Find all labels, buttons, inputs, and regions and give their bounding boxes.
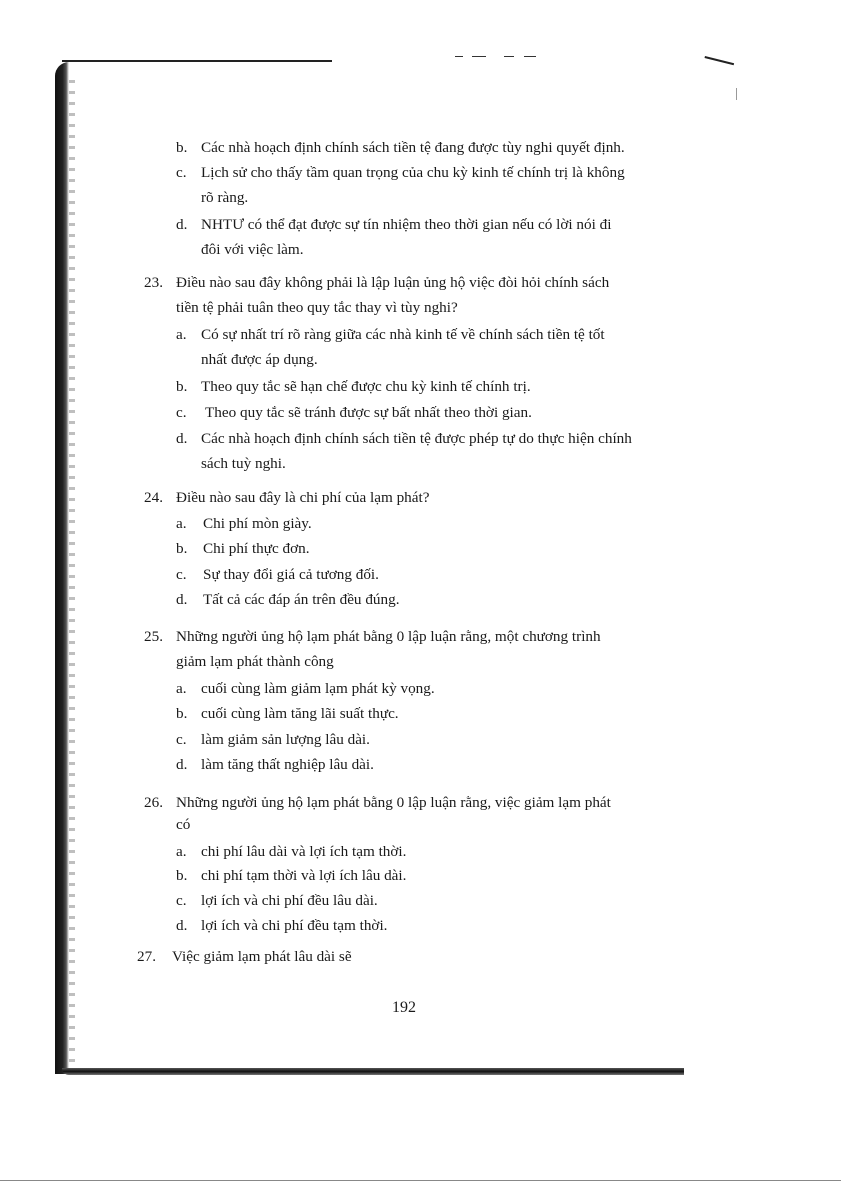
option-text: chi phí lâu dài và lợi ích tạm thời. — [201, 843, 407, 860]
question-text: Những người ủng hộ lạm phát bằng 0 lập luận rằng, một chương trình — [176, 628, 601, 645]
option-letter: c. — [176, 566, 187, 583]
option-letter: b. — [176, 378, 188, 395]
option-text: Lịch sử cho thấy tầm quan trọng của chu kỳ kinh tế chính trị là không — [201, 164, 625, 181]
option-letter: d. — [176, 756, 188, 773]
option-letter: a. — [176, 680, 187, 697]
option-letter: c. — [176, 731, 187, 748]
option-letter: b. — [176, 540, 188, 557]
option-letter: d. — [176, 430, 188, 447]
page-number: 192 — [392, 999, 416, 1016]
question-text: Điều nào sau đây không phải là lập luận ủng hộ việc đòi hỏi chính sách — [176, 274, 610, 291]
option-text: Có sự nhất trí rõ ràng giữa các nhà kinh tế về chính sách tiền tệ tốt — [201, 326, 605, 343]
question-number: 25. — [144, 628, 163, 645]
question-number: 27. — [137, 948, 156, 965]
option-text: chi phí tạm thời và lợi ích lâu dài. — [201, 867, 407, 884]
question-text: Điều nào sau đây là chi phí của lạm phát? — [176, 489, 430, 506]
option-text: Các nhà hoạch định chính sách tiền tệ được phép tự do thực hiện chính — [201, 430, 632, 447]
option-text: Chi phí thực đơn. — [203, 540, 310, 557]
option-text: lợi ích và chi phí đều lâu dài. — [201, 892, 378, 909]
question-text: tiền tệ phải tuân theo quy tắc thay vì tùy nghi? — [176, 299, 458, 316]
question-number: 23. — [144, 274, 163, 291]
option-text: lợi ích và chi phí đều tạm thời. — [201, 917, 388, 934]
option-letter: b. — [176, 705, 188, 722]
option-text: cuối cùng làm tăng lãi suất thực. — [201, 705, 399, 722]
option-text: làm tăng thất nghiệp lâu dài. — [201, 756, 374, 773]
option-letter: d. — [176, 216, 188, 233]
option-text: Sự thay đổi giá cả tương đối. — [203, 566, 379, 583]
question-number: 26. — [144, 794, 163, 811]
option-text: Chi phí mòn giày. — [203, 515, 312, 532]
option-text: nhất được áp dụng. — [201, 351, 318, 368]
option-text: Tất cả các đáp án trên đều đúng. — [203, 591, 400, 608]
question-text: có — [176, 816, 191, 833]
question-text: Việc giảm lạm phát lâu dài sẽ — [172, 948, 352, 965]
option-letter: c. — [176, 164, 187, 181]
option-text: cuối cùng làm giảm lạm phát kỳ vọng. — [201, 680, 435, 697]
option-text: NHTƯ có thể đạt được sự tín nhiệm theo thời gian nếu có lời nói đi — [201, 216, 612, 233]
option-letter: b. — [176, 139, 188, 156]
option-letter: d. — [176, 917, 188, 934]
option-text: rõ ràng. — [201, 189, 249, 206]
option-text: đôi với việc làm. — [201, 241, 304, 258]
question-text: giảm lạm phát thành công — [176, 653, 334, 670]
option-letter: b. — [176, 867, 188, 884]
option-text: Các nhà hoạch định chính sách tiền tệ đang được tùy nghi quyết định. — [201, 139, 625, 156]
question-text: Những người ủng hộ lạm phát bằng 0 lập luận rằng, việc giảm lạm phát — [176, 794, 611, 811]
option-letter: d. — [176, 591, 188, 608]
option-text: Theo quy tắc sẽ hạn chế được chu kỳ kinh tế chính trị. — [201, 378, 531, 395]
option-letter: a. — [176, 843, 187, 860]
option-text: làm giảm sản lượng lâu dài. — [201, 731, 370, 748]
option-letter: c. — [176, 404, 187, 421]
option-text: Theo quy tắc sẽ tránh được sự bất nhất theo thời gian. — [205, 404, 532, 421]
option-letter: a. — [176, 515, 187, 532]
option-letter: a. — [176, 326, 187, 343]
question-number: 24. — [144, 489, 163, 506]
option-text: sách tuỳ nghi. — [201, 455, 286, 472]
option-letter: c. — [176, 892, 187, 909]
